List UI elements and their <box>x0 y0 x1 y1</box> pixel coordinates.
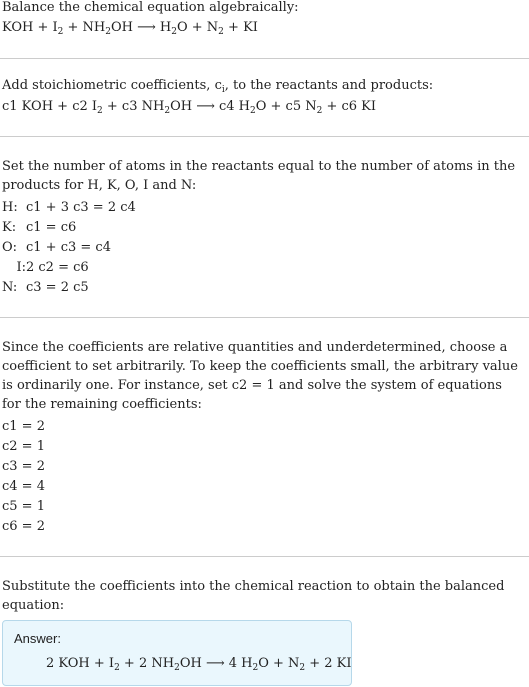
answer-box <box>2 620 352 686</box>
coefficient-value: c6 = 2 <box>2 519 45 534</box>
step1-intro: Balance the chemical equation algebraically: <box>2 0 299 15</box>
atom-equation-row: I:2 c2 = c6 <box>16 260 89 275</box>
divider <box>0 58 529 59</box>
step4-intro: Since the coefficients are relative quantities and underdetermined, choose a coefficient to set arbitrarily. To keep the coefficients small, the arbitrary value is ordinarily one. For instance, set c2 = 1 and solve the system of equations for the remaining coefficients: <box>2 340 518 412</box>
balanced-equation: 2 KOH + $I_2 + 2$ $NH_2OH$ ⟶ 4 $H_2O + N_2 + 2$ KI <box>46 656 352 673</box>
coefficient-value: c5 = 1 <box>2 499 45 514</box>
atom-equation-row: O: c1 + c3 = c4 <box>2 240 111 255</box>
answer-label: Answer: <box>14 631 61 646</box>
coefficient-value: c3 = 2 <box>2 459 45 474</box>
divider <box>0 556 529 557</box>
step3-intro: Set the number of atoms in the reactants equal to the number of atoms in the products for H, K, O, I and N: <box>2 159 516 193</box>
atom-equation-row: N: c3 = 2 c5 <box>2 280 89 295</box>
coefficient-value: c2 = 1 <box>2 439 45 454</box>
coefficient-value: c4 = 4 <box>2 479 45 494</box>
atom-equation-row: H: c1 + 3 c3 = 2 c4 <box>2 200 136 215</box>
unbalanced-equation: KOH + $I_2 + NH_2OH$ ⟶ $H_2O + N_2$ + KI <box>2 20 258 37</box>
coefficient-value: c1 = 2 <box>2 419 45 434</box>
divider <box>0 136 529 137</box>
coefficient-equation: c1 KOH + c2 $I_2 + c3$ $NH_2OH$ ⟶ c4 $H_2O + c5$ $N_2 + c6$ KI <box>2 99 377 116</box>
step2-intro: Add stoichiometric coefficients, $c_i$, to the reactants and products: <box>2 78 434 95</box>
atom-equation-row: K: c1 = c6 <box>2 220 77 235</box>
step5-intro: Substitute the coefficients into the chemical reaction to obtain the balanced equation: <box>2 579 505 613</box>
divider <box>0 317 529 318</box>
